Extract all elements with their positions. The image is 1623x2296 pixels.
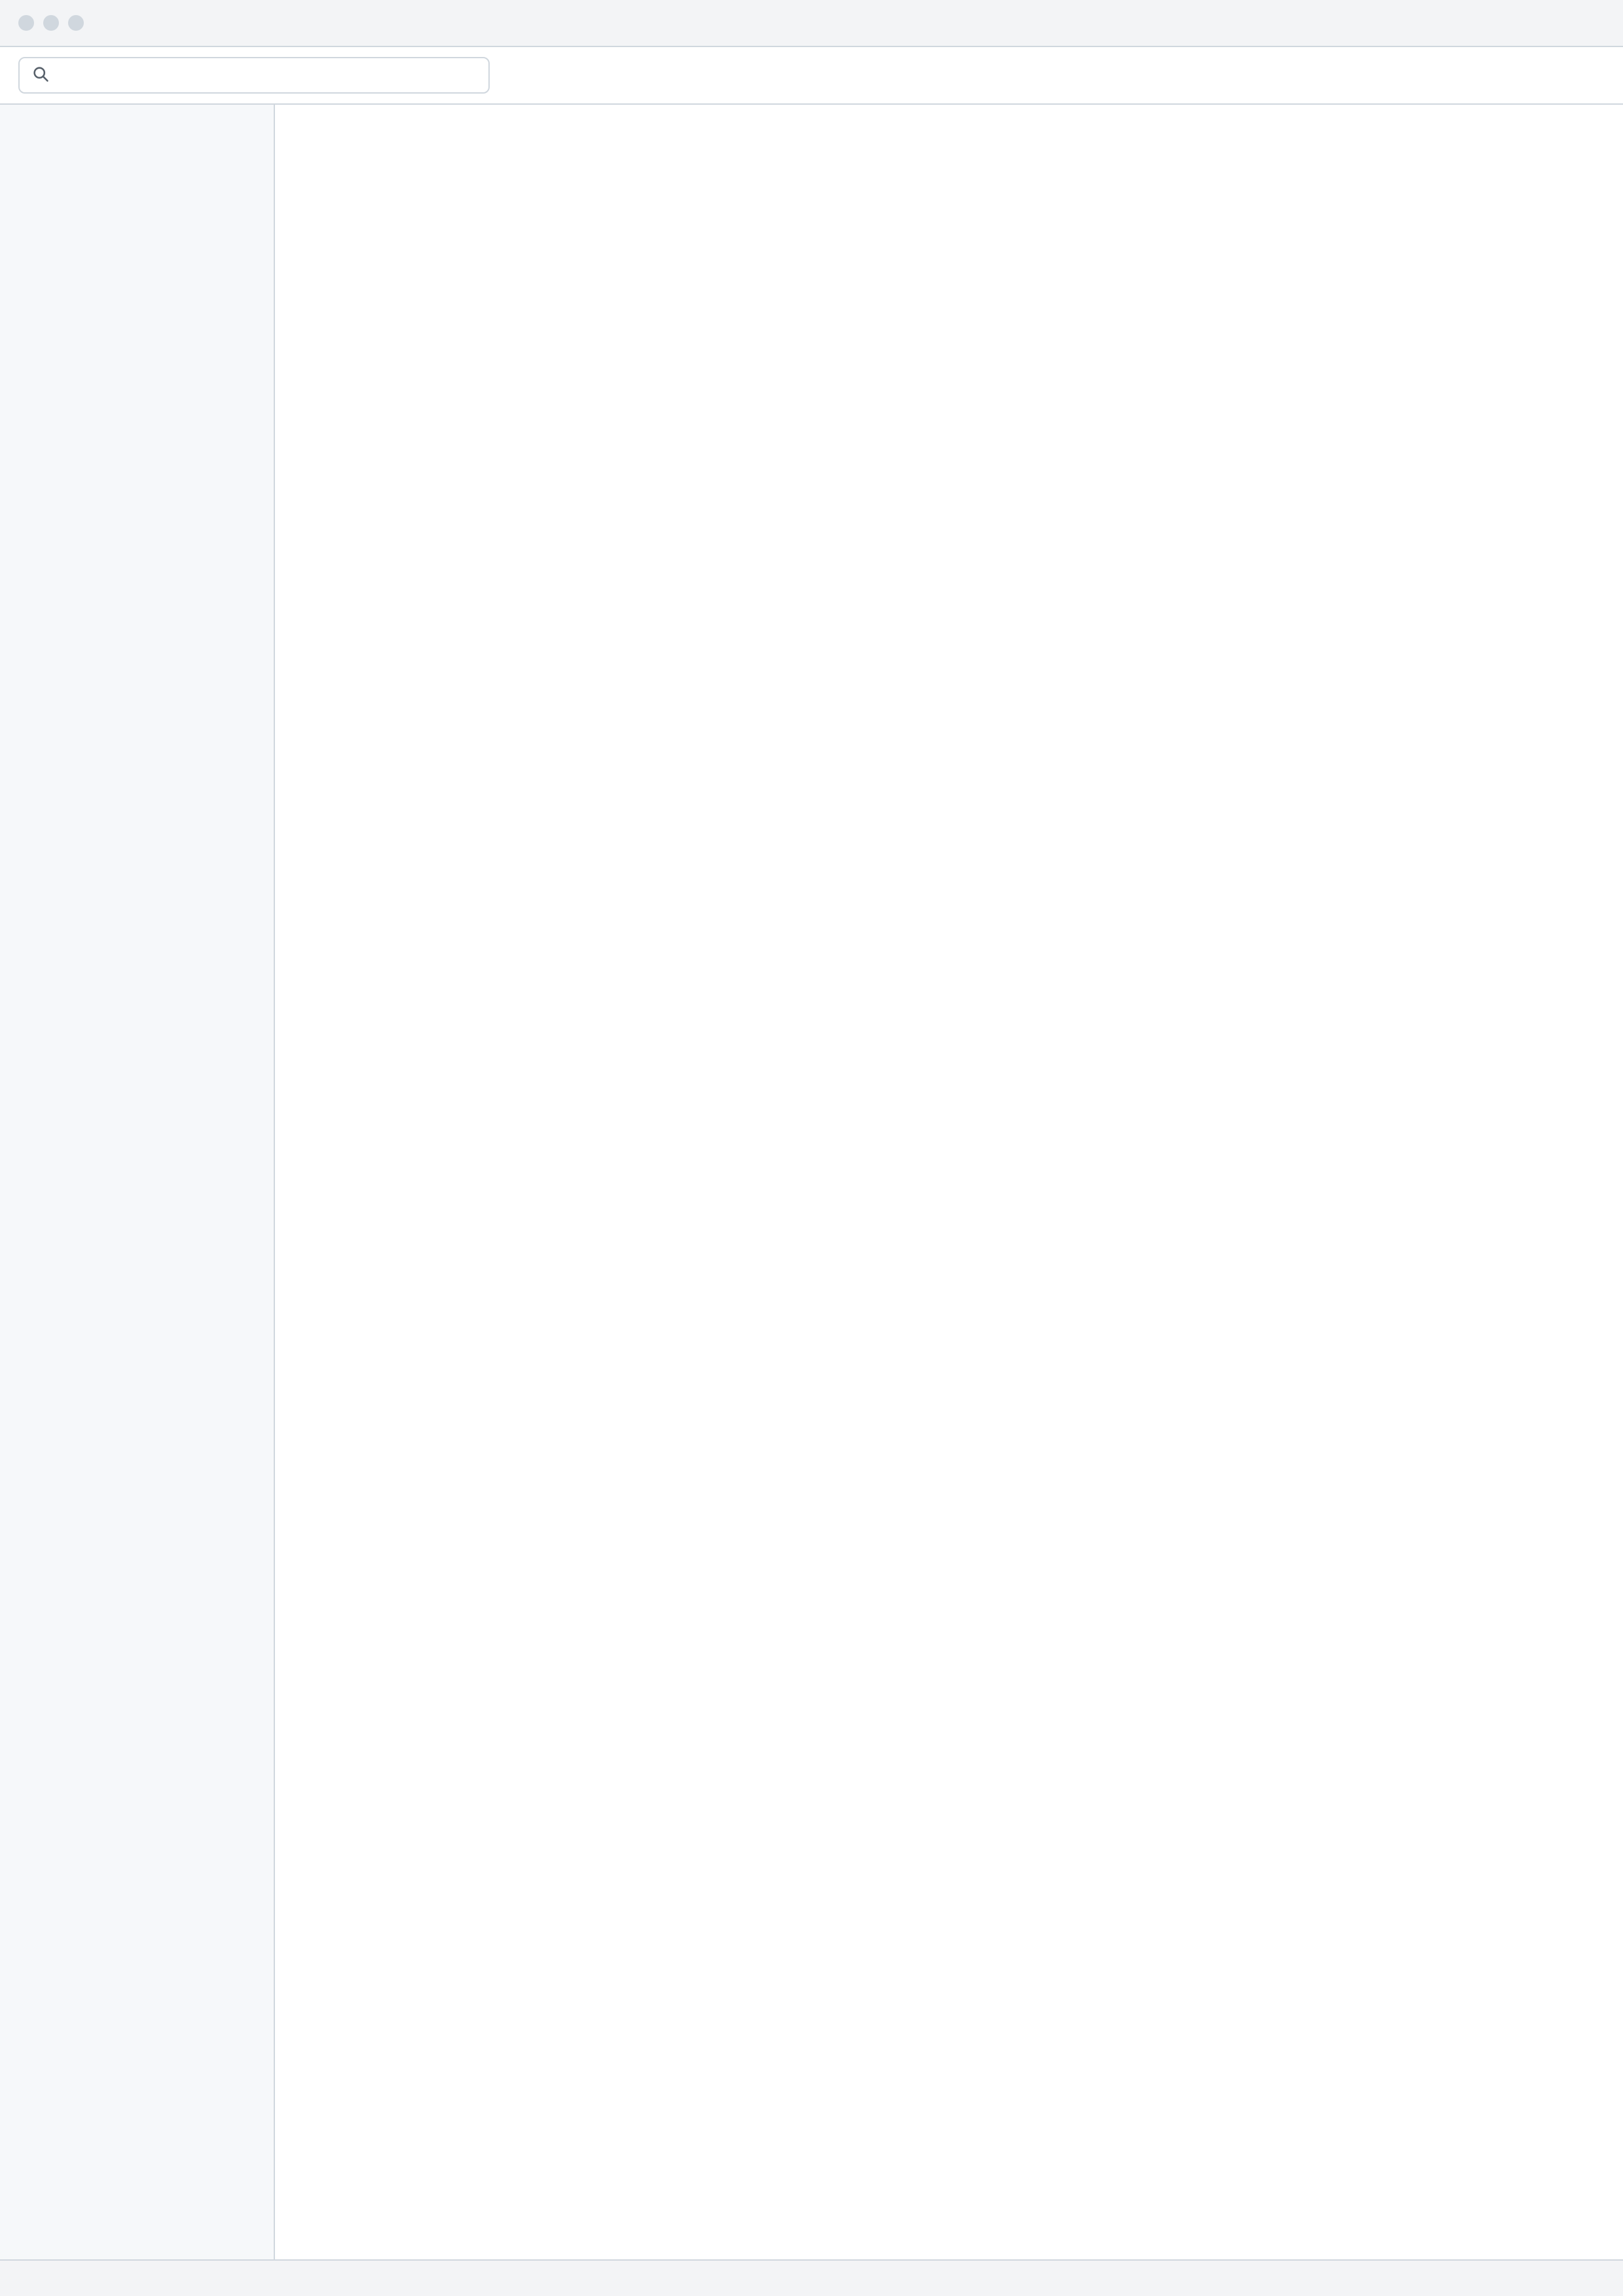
- sidebar: [0, 105, 275, 2259]
- maximize-window-button[interactable]: [68, 15, 84, 31]
- search-icon: [31, 65, 50, 86]
- window-body: [0, 105, 1623, 2259]
- title-bar: [0, 0, 1623, 47]
- status-bar: [0, 2259, 1623, 2296]
- search-box[interactable]: [18, 57, 490, 94]
- search-input[interactable]: [58, 65, 477, 86]
- window-controls: [18, 15, 84, 31]
- main-content: [275, 105, 1623, 2259]
- toolbar: [0, 47, 1623, 105]
- minimize-window-button[interactable]: [43, 15, 59, 31]
- close-window-button[interactable]: [18, 15, 34, 31]
